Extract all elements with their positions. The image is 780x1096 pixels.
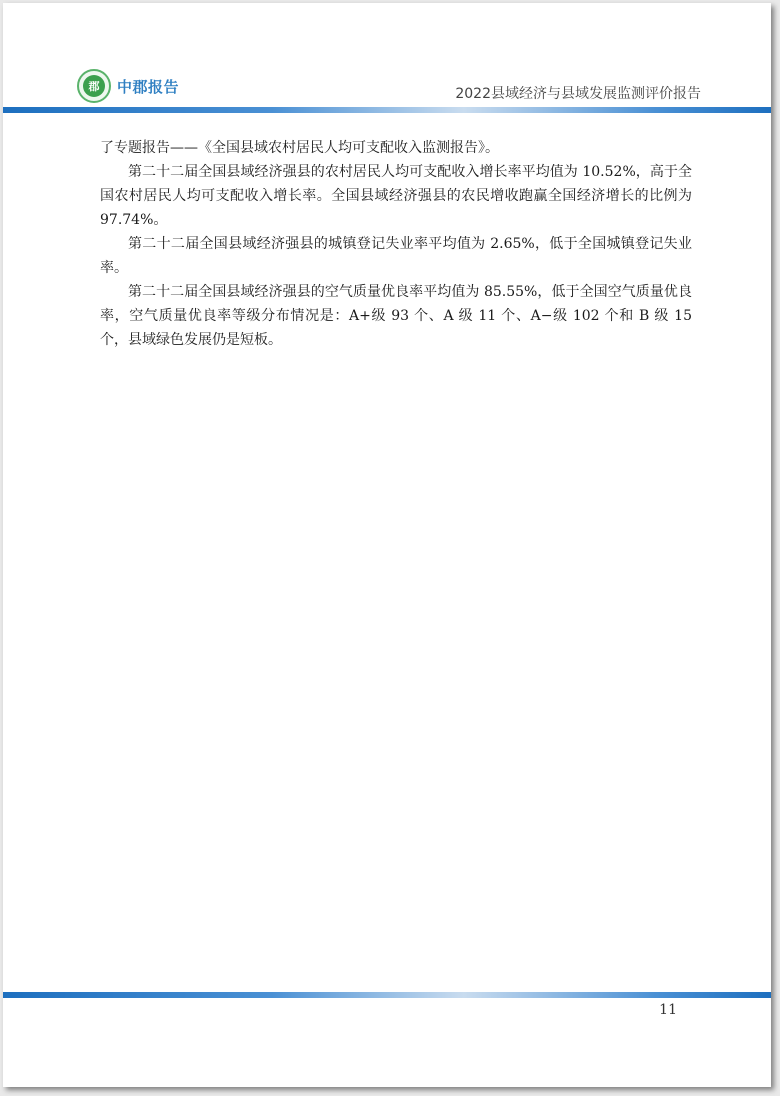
body-text — [100, 136, 692, 352]
paragraph: 了专题报告——《全国县域农村居民人均可支配收入监测报告》。 — [100, 140, 499, 156]
page-number: 11 — [659, 1002, 677, 1018]
paragraph: 第二十二届全国县域经济强县的农村居民人均可支配收入增长率平均值为 10.52%，高于全国农村居民人均可支配收入增长率。全国县域经济强县的农民增收跑赢全国经济增长的比例为 97.74%。 — [100, 164, 692, 228]
logo-text: 中郡报告 — [117, 77, 180, 96]
footer-divider — [3, 992, 771, 998]
header-divider — [3, 107, 771, 113]
paragraph: 第二十二届全国县域经济强县的空气质量优良率平均值为 85.55%，低于全国空气质量优良率，空气质量优良率等级分布情况是：A+级 93 个、A 级 11 个、A−级 102 个和 B 级 15 个，县域绿色发展仍是短板。 — [100, 284, 692, 348]
logo-emblem-mark: 郡 — [83, 75, 105, 97]
document-page — [3, 3, 771, 1087]
report-title: 2022县域经济与县域发展监测评价报告 — [455, 86, 701, 102]
paragraph: 第二十二届全国县域经济强县的城镇登记失业率平均值为 2.65%，低于全国城镇登记失业率。 — [100, 236, 692, 276]
logo-emblem-icon — [77, 69, 111, 103]
brand-logo — [77, 69, 179, 103]
